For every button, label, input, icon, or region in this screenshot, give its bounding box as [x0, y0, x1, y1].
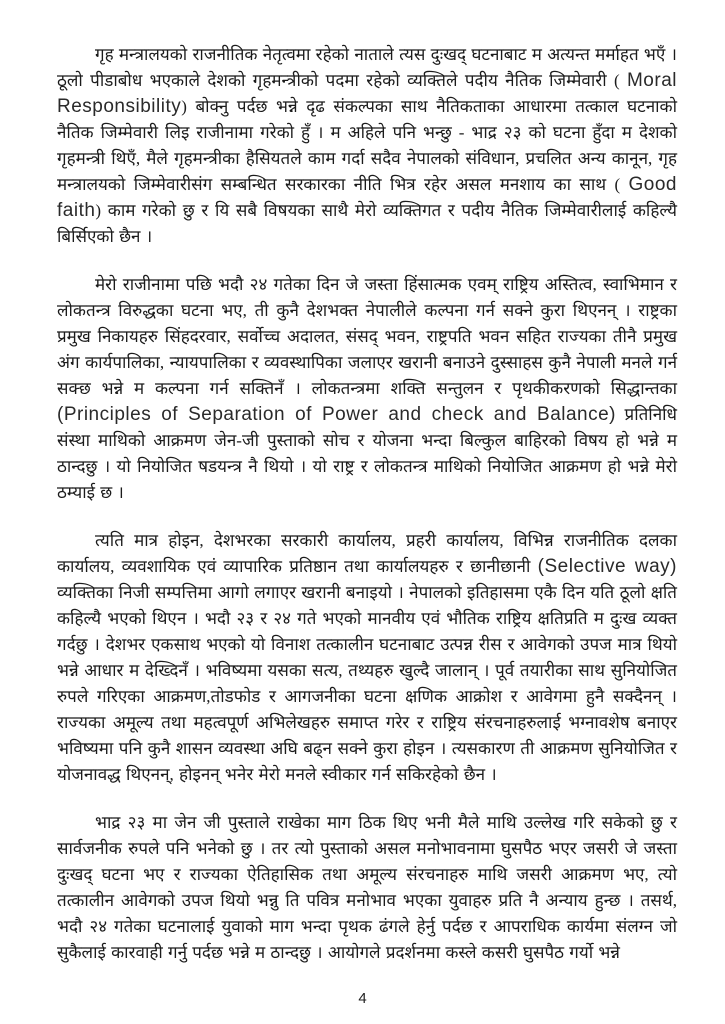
text-run-nepali: प्रतिनिधि संस्था माथिको आक्रमण जेन-जी पुस्ताको सोच र योजना भन्दा बिल्कुल बाहिरको विषय हो भन्ने म ठान्दछु । यो नियोजित षडयन्त्र नै थियो । यो राष्ट्र र लोकतन्त्र माथिको नियोजित आक्रमण हो भन्ने मेरो ठम्याई छ । [57, 405, 677, 502]
text-run-english: (Principles of Separation of Power and check and Balance) [57, 404, 617, 425]
paragraph [57, 810, 677, 966]
paragraph [57, 528, 677, 788]
page-number: 4 [358, 990, 367, 1007]
text-run-nepali: ) बोक्नु पर्दछ भन्ने दृढ संकल्पका साथ नैतिकताका आधारमा तत्काल घटनाको नैतिक जिम्मेवारी लिइ राजीनामा गरेको हुँ । म अहिले पनि भन्छु - भाद्र २३ को घटना हुँदा म देशको गृहमन्त्री थिएँ, मैले गृहमन्त्रीका हैसियतले काम गर्दा सदैव नेपालको संविधान, प्रचलित अन्य कानून, गृह मन्त्रालयको जिम्मेवारीसंग सम्बन्धित सरकारका नीति भित्र रहेर असल मनशाय का साथ ( [57, 97, 677, 194]
text-run-nepali: गृह मन्त्रालयको राजनीतिक नेतृत्वमा रहेको नाताले त्यस दुःखद् घटनाबाट म अत्यन्त मर्माहत भएँ । ठूलो पीडाबोध भएकाले देशको गृहमन्त्रीको पदमा रहेको व्यक्तिले पदीय नैतिक जिम्मेवारी ( [57, 45, 677, 90]
text-run-nepali: व्यक्तिका निजी सम्पत्तिमा आगो लगाएर खरानी बनाइयो । नेपालको इतिहासमा एकै दिन यति ठूलो क्षति कहिल्यै भएको थिएन । भदौ २३ र २४ गते भएको मानवीय एवं भौतिक राष्ट्रिय क्षतिप्रति म दुःख व्यक्त गर्दछु । देशभर एकसाथ भएको यो विनाश तत्कालीन घटनाबाट उत्पन्न रीस र आवेगको उपज मात्र थियो भन्ने आधार म देख्दिनँ । भविष्यमा यसका सत्य, तथ्यहरु खुल्दै जालान् । पूर्व तयारीका साथ सुनियोजित रुपले गरिएका आक्रमण,तोडफोड र आगजनीका घटना क्षणिक आक्रोश र आवेगमा हुनै सक्दैनन् । राज्यका अमूल्य तथा महत्वपूर्ण अभिलेखहरु समाप्त गरेर र राष्ट्रिय संरचनाहरुलाई भग्नावशेष बनाएर भविष्यमा पनि कुनै शासन व्यवस्था अघि बढ्न सक्ने कुरा होइन । त्यसकारण ती आक्रमण सुनियोजित र योजनावद्ध थिएनन्, होइनन् भनेर मेरो मनले स्वीकार गर्न सकिरहेको छैन । [57, 583, 677, 784]
paragraph [57, 42, 677, 250]
text-run-english: Moral Responsibility [57, 70, 677, 117]
page-body-text [57, 42, 677, 966]
paragraph [57, 272, 677, 506]
text-run-nepali: मेरो राजीनामा पछि भदौ २४ गतेका दिन जे जस्ता हिंसात्मक एवम् राष्ट्रिय अस्तित्व, स्वाभिमान र लोकतन्त्र विरुद्धका घटना भए, ती कुनै देशभक्त नेपालीले कल्पना गर्न सक्ने कुरा थिएनन् । राष्ट्रका प्रमुख निकायहरु सिंहदरवार, सर्वोच्च अदालत, संसद् भवन, राष्ट्रपति भवन सहित राज्यका तीनै प्रमुख अंग कार्यपालिका, न्यायपालिका र व्यवस्थापिका जलाएर खरानी बनाउने दुस्साहस कुनै नेपाली मनले गर्न सक्छ भन्ने म कल्पना गर्न सक्तिनँ । लोकतन्त्रमा शक्ति सन्तुलन र पृथकीकरणको सिद्धान्तका [57, 275, 677, 398]
text-run-nepali: भाद्र २३ मा जेन जी पुस्ताले राखेका माग ठिक थिए भनी मैले माथि उल्लेख गरि सकेको छु र सार्वजनीक रुपले पनि भनेको छु । तर त्यो पुस्ताको असल मनोभावनामा घुसपैठ भएर जसरी जे जस्ता दुःखद् घटना भए र राज्यका ऐतिहासिक तथा अमूल्य संरचनाहरु माथि जसरी आक्रमण भए, त्यो तत्कालीन आवेगको उपज थियो भन्नु ति पवित्र मनोभाव भएका युवाहरु प्रति नै अन्याय हुन्छ । तसर्थ, भदौ २४ गतेका घटनालाई युवाको माग भन्दा पृथक ढंगले हेर्नु पर्दछ र आपराधिक कार्यमा संलग्न जो सुकैलाई कारवाही गर्नु पर्दछ भन्ने म ठान्दछु । आयोगले प्रदर्शनमा कस्ले कसरी घुसपैठ गर्यो भन्ने [57, 813, 677, 962]
text-run-nepali: ) काम गरेको छु र यि सबै विषयका साथै मेरो व्यक्तिगत र पदीय नैतिक जिम्मेवारीलाई कहिल्यै बिर्सिएको छैन । [57, 201, 677, 246]
text-run-nepali: त्यति मात्र होइन, देशभरका सरकारी कार्यालय, प्रहरी कार्यालय, विभिन्न राजनीतिक दलका कार्यालय, व्यवशायिक एवं व्यापारिक प्रतिष्ठान तथा कार्यालयहरु र छानीछानी [57, 531, 677, 576]
page-footer [0, 990, 725, 1008]
text-run-english: (Selective way) [537, 556, 677, 577]
text-run-english: Good faith [57, 174, 677, 221]
